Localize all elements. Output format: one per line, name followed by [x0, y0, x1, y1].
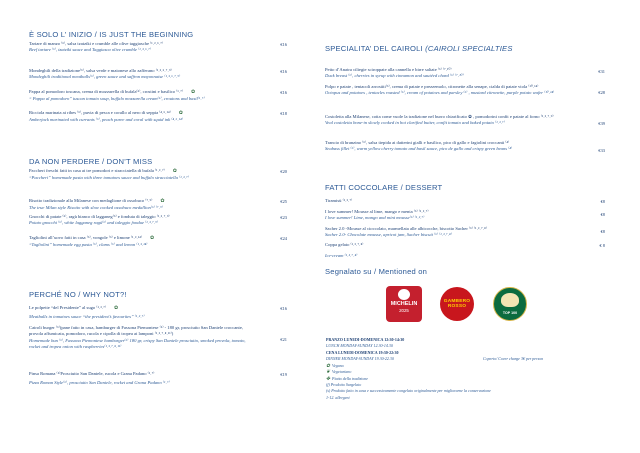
- vegetarian-leaf-icon: ❦: [326, 370, 331, 375]
- michelin-flower-icon: [398, 289, 410, 300]
- item-translation: The true Milan style Risotto with slow cooked ossobuco medallion⁽⁶⁾ ⁽⁷˒⁹⁾: [29, 204, 163, 210]
- vegan-leaf-icon: ✿: [326, 364, 331, 369]
- item-translation: Pizza Roman Style⁽⁶⁾, prosciutto San Daniele, rocket and Grana Padano ⁽¹˒⁷⁾: [29, 379, 170, 385]
- item-name: Coppa gelato ⁽¹˒³˒⁷˒⁸⁾: [325, 242, 364, 247]
- item-name: Cairoli burger ⁽⁶⁾(pane fatto in casa, hamburger di Fassona Piemontese ⁽⁶⁾ - 180 gr, prosciutto San Daniele croccante, provola affumicata, pomodoro, rucola e cipolla di tropea ai lamponi ⁽¹˒³˒⁷˒⁸˒¹¹⁾): [29, 325, 244, 336]
- section-title-why-not: PERCHÉ NO / WHY NOT?!: [29, 290, 127, 299]
- dessert-item: [325, 226, 605, 237]
- leaf-icon: ✿: [160, 199, 165, 204]
- item-price: €16: [280, 69, 287, 74]
- section-title-it: SPECIALITA’ DEL CAIROLI: [325, 44, 426, 53]
- menu-item: [325, 67, 605, 78]
- legend-allergens: 1-12. allergeni: [326, 395, 350, 400]
- section-title-dont-miss: DA NON PERDERE / DON’T MISS: [29, 157, 153, 166]
- item-translation: “Paccheri” homemade pasta with three tomatoes sauce and buffalo stracciatella ⁽¹˒³˒⁷⁾: [29, 174, 189, 180]
- item-translation: Homemade bun ⁽⁶⁾, Fassona Piemontese hamburger⁽⁶⁾ 180 gr, crispy San Daniele prosciutto, smoked provola, tomato, rocket and tropea onion with raspberries⁽¹˒³˒⁷˒⁸˒¹¹⁾: [29, 338, 246, 350]
- item-name-text: Risotto tradizionale alla Milanese con medaglione di ossobuco ⁽⁷˒⁹⁾: [29, 198, 153, 203]
- item-price: €28: [598, 90, 605, 95]
- top100-emblem-icon: [501, 293, 519, 307]
- item-translation: Seabass fillet ⁽⁶⁾, warm yellow cherry tomato and basil sauce, pico de gallo and crispy green beans ⁽⁴⁾: [325, 145, 513, 151]
- dinner-hours-it: CENA LUNEDI-DOMENICA 19:30-22:30: [326, 350, 399, 355]
- item-name: [29, 110, 287, 117]
- lunch-hours-en: LUNCH MONDAY-SUNDAY 12.30-14.30: [326, 343, 393, 348]
- item-name: Petto d’Anatra ciliegie sciroppate alla cannella e birre saltate ⁽⁶⁾ ⁽⁷˒¹⁰⁾: [325, 67, 452, 72]
- legend-frozen-label: Prodotto Surgelato: [330, 382, 362, 387]
- item-price: € 8: [599, 243, 605, 248]
- section-title-specialties: [325, 44, 513, 53]
- item-price: €25: [280, 199, 287, 204]
- section-title-en: (CAIROLI SPECIALTIES: [425, 44, 513, 53]
- item-name: Gnocchi di patate ⁽⁶⁾, ragù bianco di lagganeg⁽⁶⁾ e fonduta di taleggio ⁽¹˒³˒⁷˒⁹⁾: [29, 214, 170, 219]
- item-translation: “Tagliolini” homemade egg pasta ⁽⁶⁾, clams ⁽⁶⁾ and lemon ⁽¹˒³˒¹⁴⁾: [29, 241, 148, 247]
- homemade-frozen-mark: (s): [326, 388, 331, 393]
- leaf-icon: ✿: [149, 236, 155, 241]
- item-price: €8: [600, 212, 605, 217]
- item-name: Pinsa Romana ⁽⁶⁾Prosciutto San Daniele, rucola e Grana Padano ⁽¹˒⁷⁾: [29, 371, 155, 376]
- menu-item: [29, 68, 287, 79]
- item-name: Tiramisù ⁽¹˒³˒⁷⁾: [325, 198, 353, 203]
- item-price: €21: [280, 337, 287, 342]
- item-price: €16: [280, 42, 287, 47]
- item-name: Polpo e patate , tentacoli arrostiti⁽⁶⁾, crema di patate e prezzemolo, citronette alla senape, cialda di patate viola ⁽¹⁰˒¹⁴⁾: [325, 84, 539, 89]
- item-name: [29, 305, 287, 312]
- item-translation: Beef tartare ⁽⁶⁾, tzatziki sauce and Taggiasca olive crumble ⁽¹˒³˒⁶˒⁷⁾: [29, 46, 151, 52]
- menu-item: [29, 110, 287, 122]
- item-name-text: Le polpette “del Presidente” al sugo ⁽¹˒³˒⁷⁾: [29, 305, 107, 310]
- dinner-hours-en: DINNER MONDAY-SUNDAY 19.30-22.30: [326, 356, 394, 361]
- item-translation: Veal costoletta bone-in slowly cooked in hot clarified butter, confit tomato and baked potato ⁽¹˒³˒⁷⁾: [325, 119, 505, 125]
- item-name: Sacher 2.0 -Mousse al cioccolato, marmellata alle albicocche, biscotto Sacher ⁽⁶⁾ ⁽¹˒³˒⁷˒⁸⁾: [325, 226, 487, 231]
- section-title-dessert: FATTI COCCOLARE / DESSERT: [325, 183, 443, 192]
- item-price: €24: [280, 236, 287, 241]
- item-price: €19: [280, 372, 287, 377]
- menu-item: [29, 198, 287, 210]
- section-title-beginning: È SOLO L’ INIZIO / IS JUST THE BEGINNING: [29, 30, 194, 39]
- award-badges: [385, 286, 535, 324]
- item-translation: I love summer! Lime, mango and mint mousse⁽⁶⁾ ⁽¹˒³˒⁷⁾: [325, 214, 425, 220]
- item-name: Mondeghili della tradizione⁽⁶⁾, salsa verde e maionese allo zafferano ⁽¹˒³˒⁶˒⁷˒⁹⁾: [29, 68, 172, 73]
- item-name: Trancio di branzino ⁽⁶⁾, salsa tiepida ai datterini gialli e basilico, pico di gallo e fagiolini croccanti ⁽⁴⁾: [325, 140, 510, 145]
- menu-item: [29, 89, 287, 101]
- item-translation: Octopus and potatoes , tentacles roasted ⁽⁶⁾, cream of potatoes and parsley ⁽⁶⁾ , mustard citronette, purple potato wafer ⁽¹⁰˒¹⁴⁾: [325, 89, 555, 95]
- item-name: Tartare di manzo ⁽⁶⁾, salsa tzatziki e crumble alle olive taggiasche ⁽¹˒³˒⁶˒⁷⁾: [29, 41, 163, 46]
- item-name: Costoletta alla Milanese, cotta come vuole la tradizione nel burro chiarificato ✿ , pomodorini confit e patate al forno ⁽¹˒³˒⁷˒⁹⁾: [325, 114, 554, 119]
- item-translation: Mondeghili traditional meatballs⁽⁶⁾, green sauce and saffron mayonnaise ⁽¹˒³˒⁶˒⁷˒⁹⁾: [29, 73, 181, 79]
- item-price: €20: [280, 169, 287, 174]
- item-price: €39: [598, 121, 605, 126]
- item-translation: Sacher 2.0- Chocolate mousse, apricot jam, Sacher biscuit ⁽⁶⁾ ⁽¹˒³˒⁷˒⁸⁾: [325, 231, 452, 237]
- dessert-item: [325, 253, 605, 259]
- menu-item: [29, 41, 287, 52]
- menu-item: [325, 114, 605, 125]
- item-price: €23: [280, 215, 287, 220]
- item-translation: “ Pappa al pomodoro” tuscan tomato soup, buffalo mozzarella cream⁽⁶⁾, croutons and basil⁽¹˒⁷⁾: [29, 95, 205, 101]
- menu-item: [29, 325, 287, 350]
- lunch-hours-it: PRANZO LUNEDI-DOMENICA 12:30-14:30: [326, 337, 405, 342]
- leaf-icon: ✿: [191, 90, 196, 95]
- item-name-text: Pappa al pomodoro toscana, crema di mozzarella di bufala⁽⁶⁾, crostini e basilico ⁽¹˒⁷⁾: [29, 89, 183, 94]
- menu-item: [29, 305, 287, 319]
- menu-item: [29, 214, 287, 225]
- item-price: €16: [280, 306, 287, 311]
- dessert-item: [325, 209, 605, 220]
- frozen-mark: (f): [326, 382, 330, 387]
- item-translation: Potato gnocchi ⁽⁶⁾, white lagganeg ragù⁽⁶⁾ and taleggio fondue ⁽¹˒³˒⁷˒⁹⁾: [29, 219, 158, 225]
- item-translation: Amberjack marinated with currants ⁽⁶⁾, peach puree and coral with squid ink ⁽⁴˒⁶˒¹⁴⁾: [29, 116, 183, 122]
- legend-traditional-label: Piatto della tradizione: [332, 376, 369, 381]
- tradition-icon: ✤: [326, 377, 331, 382]
- legend-homemade-frozen: [326, 388, 491, 394]
- item-price: €16: [280, 90, 287, 95]
- dessert-item: [325, 242, 605, 248]
- item-name: I love summer! Mousse al lime, mango e menta ⁽⁶⁾ ⁽¹˒³˒⁷⁾: [325, 209, 429, 214]
- gambero-rosso-badge: [439, 286, 475, 322]
- cover-charge: Coperto/ Cover charge 3€ per person: [483, 356, 544, 361]
- item-translation: Duck breast ⁽⁶⁾, cherries in syrup with cinnamon and sautéed chard ⁽⁶⁾ ⁽⁷˒¹⁰⁾: [325, 72, 464, 78]
- michelin-label: MICHELIN: [390, 301, 418, 307]
- item-name: Ice-cream ⁽¹˒³˒⁷˒⁸⁾: [325, 253, 358, 258]
- dessert-item: [325, 198, 605, 204]
- michelin-badge: [386, 286, 422, 322]
- michelin-year: 2025: [399, 308, 409, 313]
- mentioned-on-title: Segnalato su / Mentioned on: [325, 267, 428, 276]
- item-name: [29, 89, 287, 96]
- item-name-text: Tagliolini all’uovo fatti in casa ⁽⁶⁾, vongole ⁽⁶⁾ e limone ⁽¹˒³˒¹⁴⁾: [29, 235, 142, 240]
- gambero-label: GAMBERO ROSSO: [443, 299, 471, 309]
- legend-vegetarian-label: Vegetariano: [332, 369, 352, 374]
- leaf-icon: ✿: [114, 306, 119, 311]
- top100-label: TOP 100: [502, 311, 518, 315]
- menu-item: [29, 168, 287, 180]
- item-name: [29, 168, 287, 175]
- item-name-text: Ricciola marinata ai ribes ⁽⁶⁾, puvia di pesca e corallo al nero di seppia ⁽⁴˒⁶˒¹⁴⁾: [29, 110, 171, 115]
- item-price: €8: [600, 199, 605, 204]
- item-translation: Meatballs in tomatoes sauce “the president’s favourites” ⁽¹˒³˒⁷⁾: [29, 313, 145, 319]
- item-price: €33: [598, 148, 605, 153]
- legend-homemade-frozen-label: Prodotto fatto in casa e successivamente congelato originalmente per migliorarne la conservazione: [331, 388, 491, 393]
- top100-badge: [492, 286, 528, 322]
- item-name-text: Paccheri freschi fatti in casa ai tre pomodori e stracciatella di bufala ⁽¹˒³˒⁷⁾: [29, 168, 165, 173]
- leaf-icon: ✿: [178, 111, 183, 116]
- item-price: €8: [600, 229, 605, 234]
- menu-item: [29, 371, 287, 385]
- menu-item: [325, 140, 605, 151]
- menu-item: [325, 84, 605, 95]
- item-price: €31: [598, 69, 605, 74]
- menu-item: [29, 235, 287, 247]
- legend-vegan-label: Vegano: [332, 363, 344, 368]
- item-price: €18: [280, 111, 287, 116]
- item-name: [29, 235, 287, 242]
- leaf-icon: ✿: [172, 169, 177, 174]
- item-name: [29, 198, 287, 205]
